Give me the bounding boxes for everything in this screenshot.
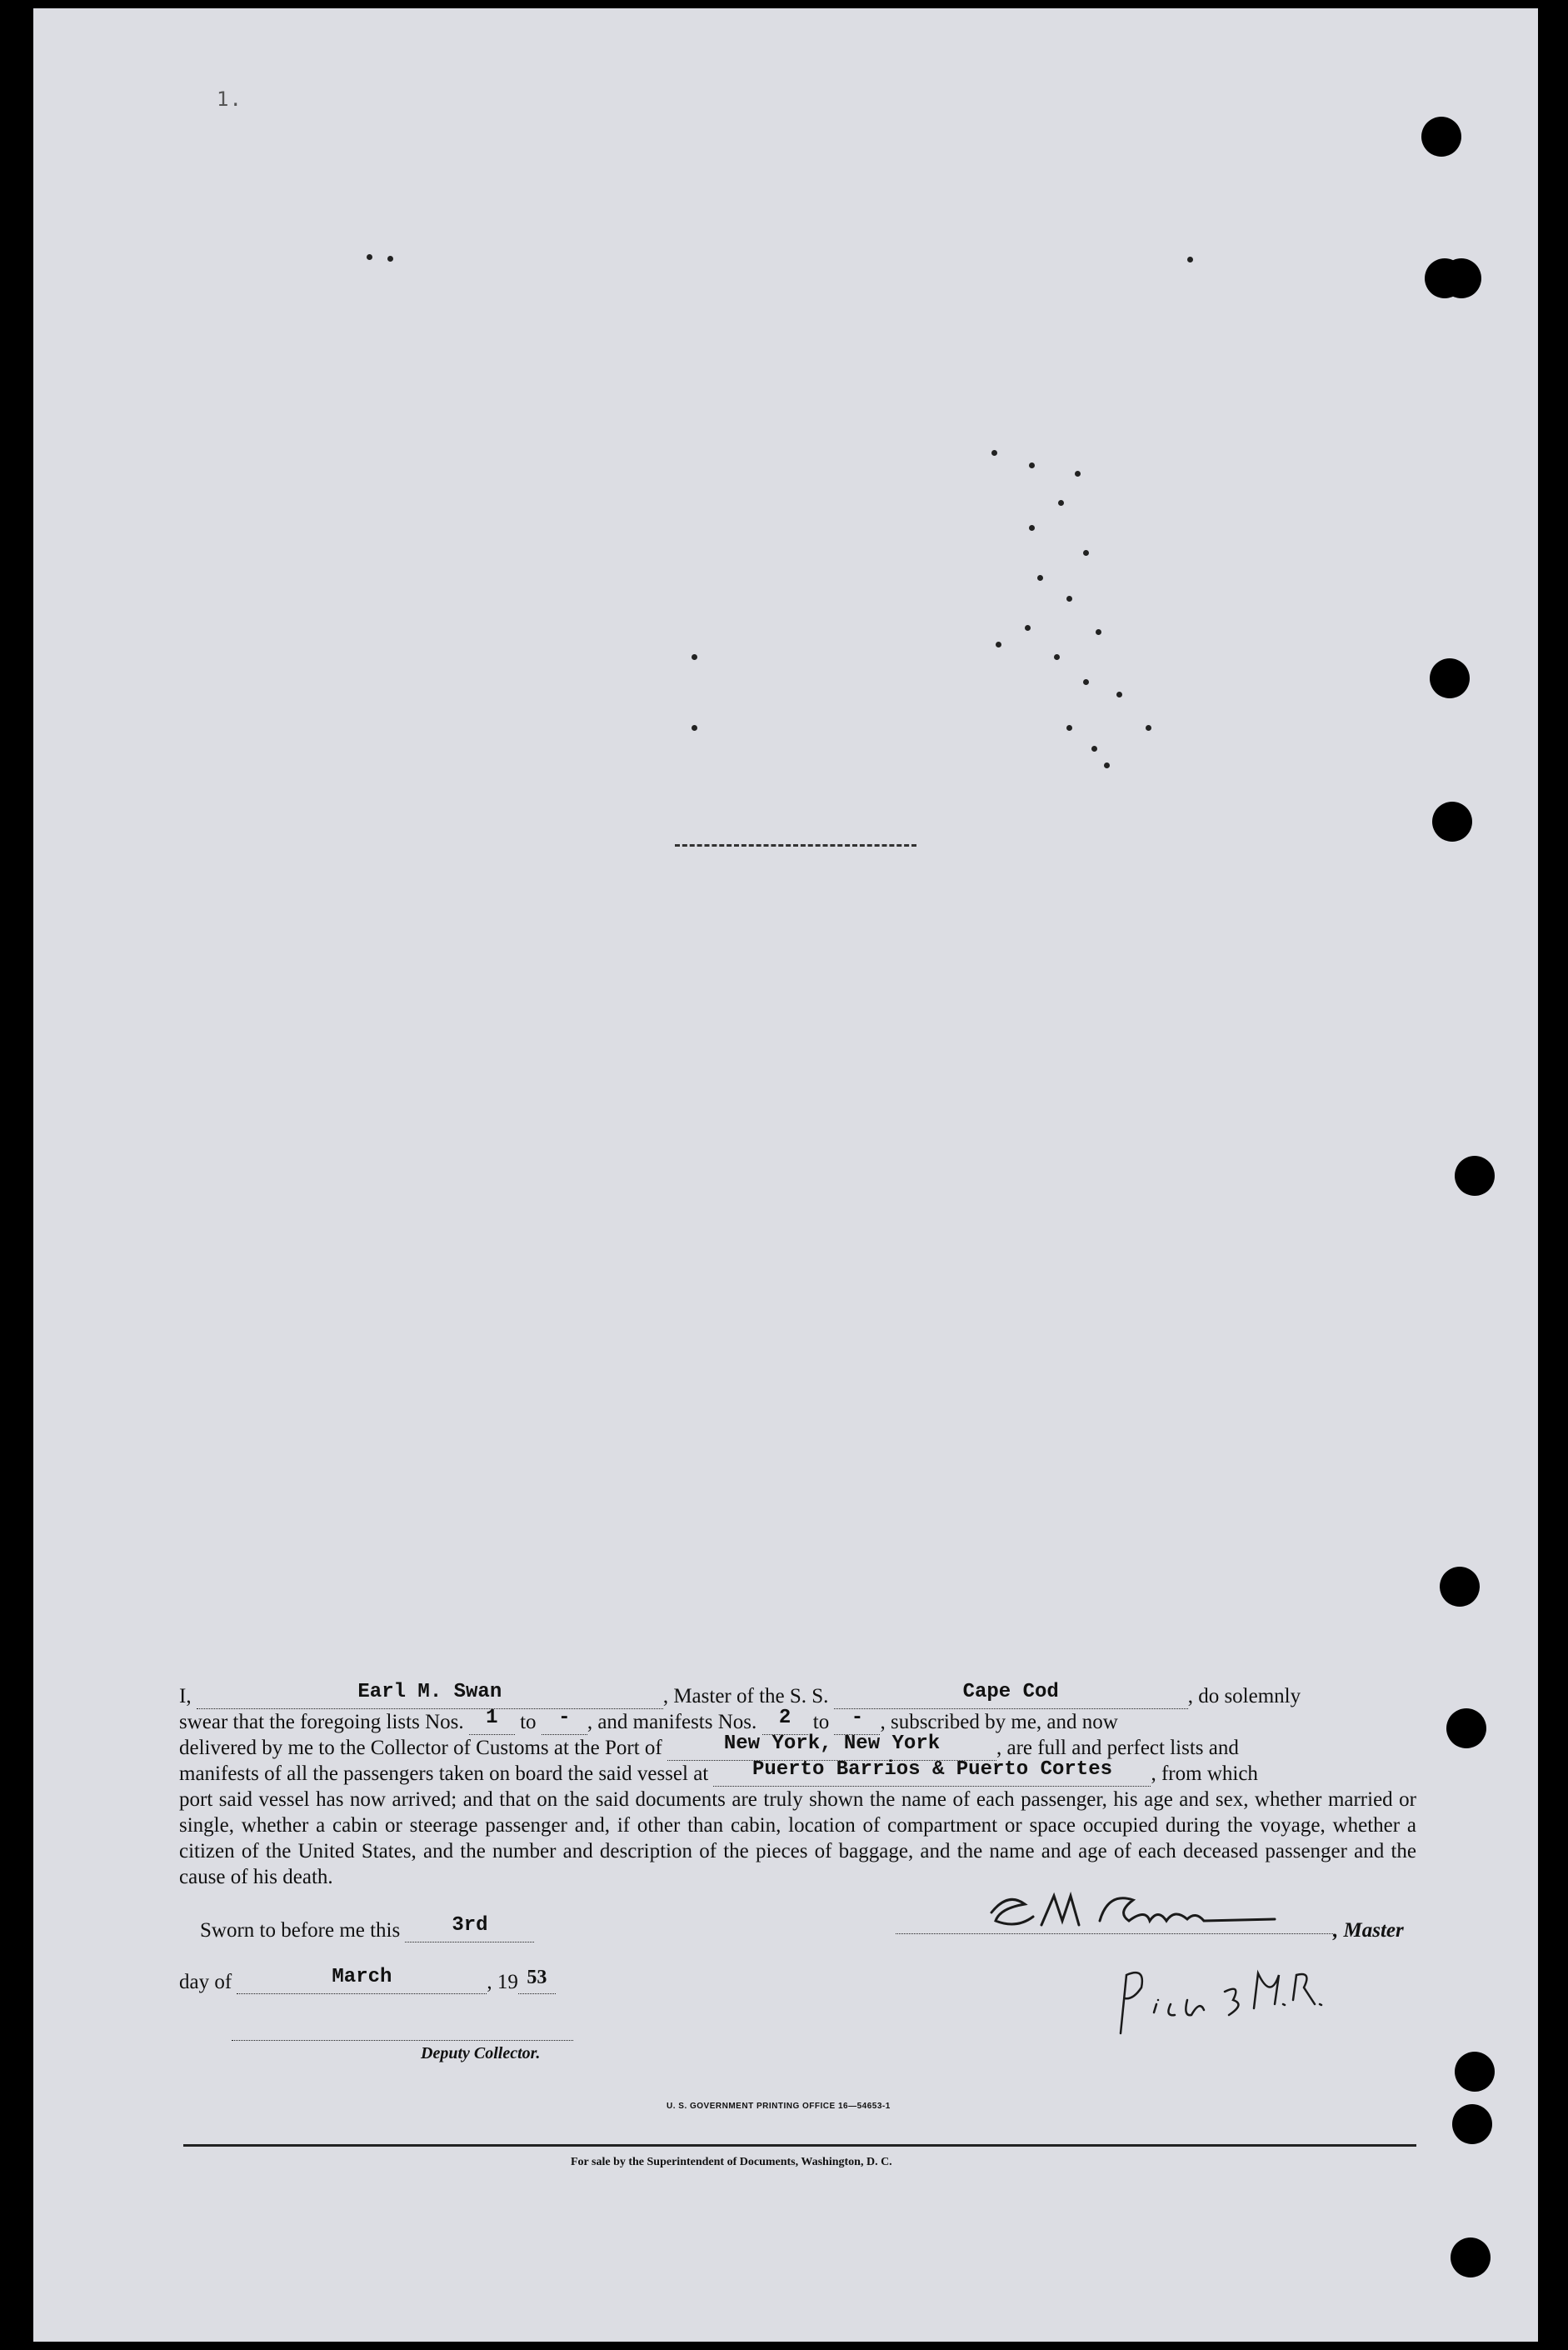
ink-dot — [1146, 725, 1151, 731]
day-of-label: day of — [179, 1971, 232, 1993]
punch-hole — [1441, 258, 1481, 298]
punch-hole — [1452, 2104, 1492, 2144]
oath-text: , from which — [1151, 1762, 1258, 1785]
port-field: New York, New York — [667, 1738, 996, 1761]
ink-dot — [1066, 725, 1072, 731]
ink-dot — [692, 654, 697, 660]
master-name-field: Earl M. Swan — [197, 1687, 663, 1709]
oath-line-1 — [179, 1683, 1416, 1709]
oath-text: , are full and perfect lists and — [996, 1737, 1239, 1759]
oath-text: delivered by me to the Collector of Customs at the Port of — [179, 1737, 662, 1759]
handwritten-pier-note — [1108, 1958, 1333, 2050]
list-to-field: - — [542, 1712, 587, 1735]
master-signature — [975, 1888, 1308, 1938]
deputy-collector-line — [232, 2040, 573, 2041]
ink-dot — [1083, 679, 1089, 685]
ink-dot — [1091, 746, 1097, 752]
ink-dot — [1083, 550, 1089, 556]
document-page — [33, 8, 1538, 2342]
ink-dot — [1066, 596, 1072, 602]
punch-hole — [1451, 2238, 1491, 2278]
oath-text: swear that the foregoing lists Nos. — [179, 1711, 464, 1733]
ink-dot — [387, 256, 393, 262]
sworn-label: Sworn to before me this — [200, 1919, 401, 1942]
ink-dot — [1058, 500, 1064, 506]
ink-dot — [991, 450, 997, 456]
ink-dot — [1054, 654, 1060, 660]
master-label: , Master — [1333, 1919, 1404, 1942]
punch-hole — [1421, 117, 1461, 157]
oath-line-2 — [179, 1709, 1416, 1735]
page-number-mark: 1. — [217, 88, 242, 111]
oath-text: to — [812, 1711, 830, 1733]
punch-hole — [1432, 802, 1472, 842]
ink-dot — [1075, 471, 1081, 477]
vessel-port-field: Puerto Barrios & Puerto Cortes — [713, 1764, 1151, 1787]
punch-hole — [1455, 2052, 1495, 2092]
sworn-day-field: 3rd — [405, 1920, 534, 1942]
ink-dot — [367, 254, 372, 260]
ink-dot — [1096, 629, 1101, 635]
ink-dot — [1025, 625, 1031, 631]
ink-dot — [1116, 692, 1122, 698]
end-of-list-dashed-line — [675, 844, 916, 847]
punch-hole — [1446, 1708, 1486, 1748]
manifest-to-field: - — [834, 1712, 880, 1735]
for-sale-imprint: For sale by the Superintendent of Documents, Washington, D. C. — [571, 2156, 892, 2168]
oath-text: manifests of all the passengers taken on board the said vessel at — [179, 1762, 709, 1785]
punch-hole — [1440, 1567, 1480, 1607]
oath-text: I, — [179, 1685, 192, 1708]
sworn-row — [200, 1914, 534, 1942]
oath-text: , Master of the S. S. — [662, 1685, 829, 1708]
ink-dot — [1037, 575, 1043, 581]
year-field: 53 — [518, 1972, 556, 1994]
oath-text: , subscribed by me, and now — [880, 1711, 1118, 1733]
punch-hole — [1430, 658, 1470, 698]
ship-name-field: Cape Cod — [834, 1687, 1188, 1709]
oath-body: port said vessel has now arrived; and that on the said documents are truly shown the name of each passenger, his age and sex, whether married or single, whether a cabin or steerage passenger and, if other than cabin, location of compartment or space occupied during the voyage, whether a citizen of the United States, and the number and description of the pieces of baggage, and the name and age of each deceased passenger and the cause of his death. — [179, 1788, 1416, 1888]
day-of-row — [179, 1966, 556, 1994]
oath-paragraph — [179, 1683, 1416, 1890]
list-from-field: 1 — [469, 1712, 515, 1735]
ink-dot — [996, 642, 1001, 648]
year-prefix: , 19 — [487, 1971, 518, 1993]
punch-hole — [1455, 1156, 1495, 1196]
gpo-imprint: U. S. GOVERNMENT PRINTING OFFICE 16—54653-1 — [667, 2102, 891, 2111]
oath-text: , and manifests Nos. — [587, 1711, 757, 1733]
ink-dot — [1104, 762, 1110, 768]
ink-dot — [692, 725, 697, 731]
ink-dot — [1029, 525, 1035, 531]
ink-dot — [1029, 462, 1035, 468]
deputy-collector-label: Deputy Collector. — [421, 2044, 541, 2062]
oath-line-3 — [179, 1732, 1416, 1761]
oath-text: to — [520, 1711, 537, 1733]
oath-text: , do solemnly — [1187, 1685, 1301, 1708]
ink-dot — [1187, 257, 1193, 262]
oath-line-4 — [179, 1758, 1416, 1787]
manifest-from-field: 2 — [762, 1712, 808, 1735]
month-field: March — [237, 1972, 487, 1994]
footer-rule — [183, 2144, 1416, 2147]
